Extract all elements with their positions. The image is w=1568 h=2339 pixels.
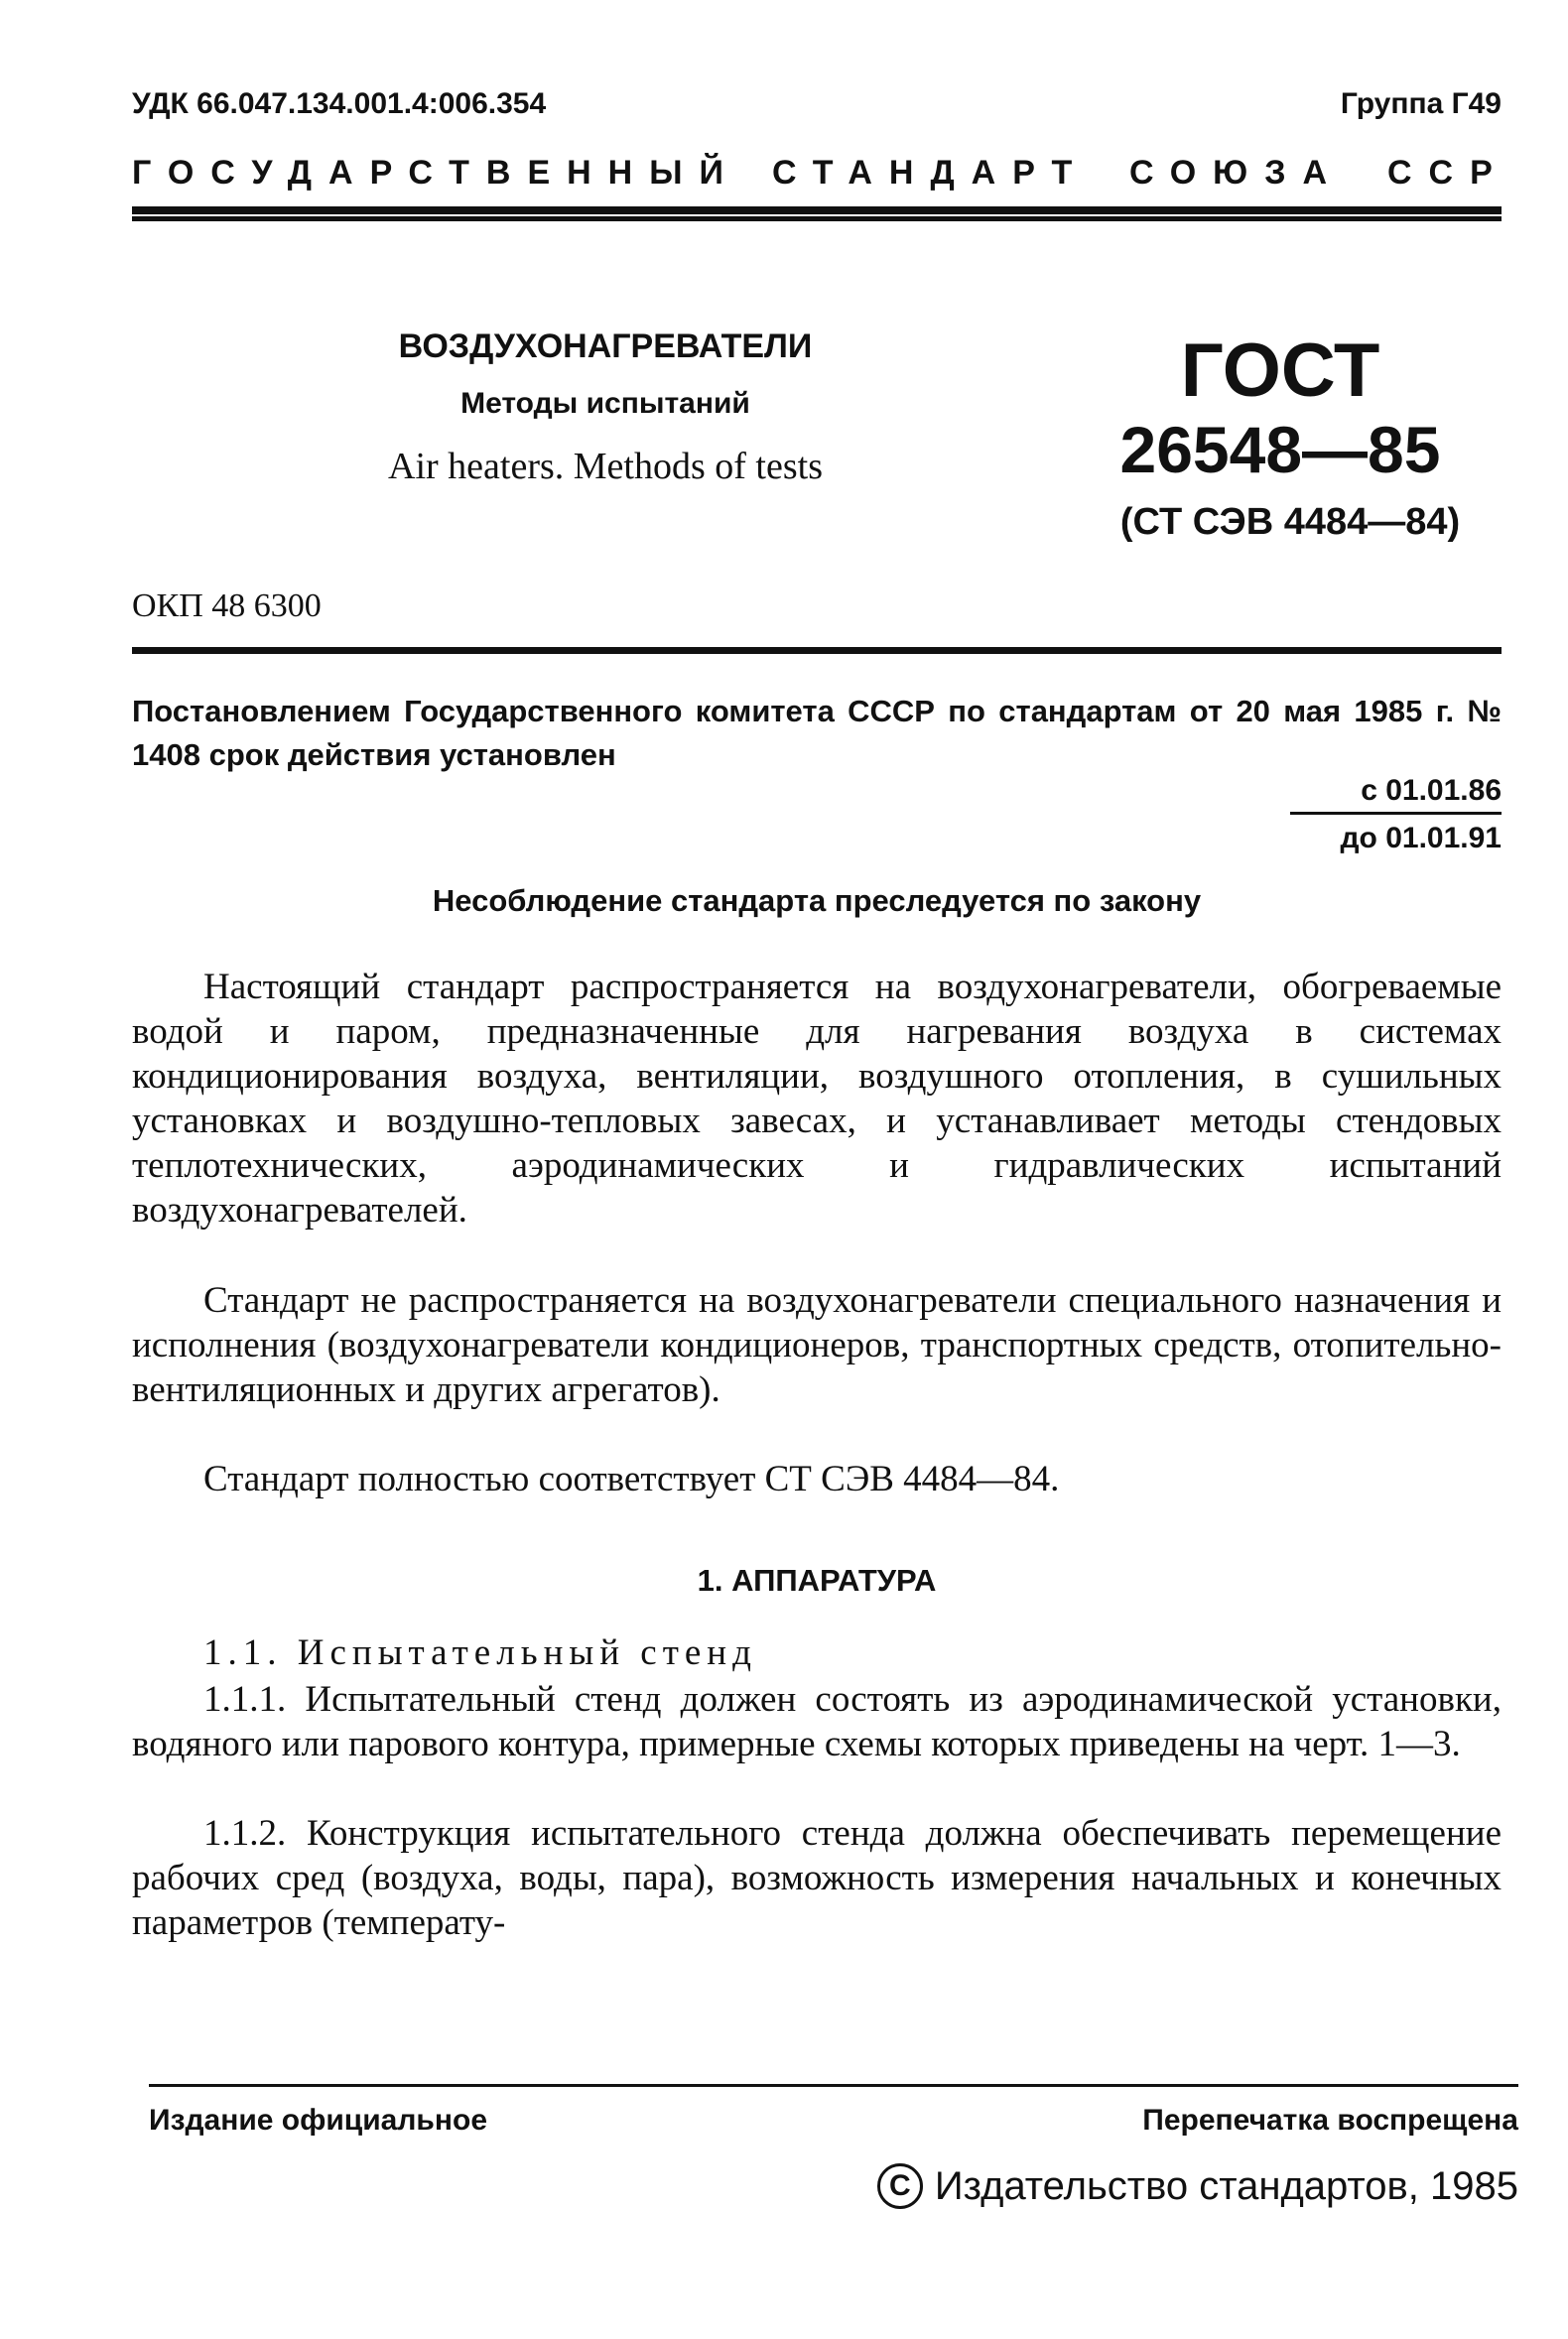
- law-notice: Несоблюдение стандарта преследуется по закону: [432, 883, 1202, 918]
- exclusion-paragraph: Стандарт не распространяется на воздухонагреватели специального назначения и исполнения (воздухонагреватели кондиционеров, транспортных средств, отопительно-вентиляционных и других агрегатов).: [132, 1280, 1502, 1410]
- effective-date-from: с 01.01.86: [1361, 774, 1502, 807]
- udk-code: УДК 66.047.134.001.4:006.354: [132, 87, 547, 120]
- copyright-icon: C: [877, 2163, 923, 2209]
- document-subtitle: Методы испытаний: [460, 387, 750, 420]
- publisher-text: Издательство стандартов, 1985: [934, 2163, 1518, 2208]
- document-title-english: Air heaters. Methods of tests: [388, 446, 823, 487]
- compliance-paragraph: Стандарт полностью соответствует СТ СЭВ 4484—84.: [203, 1459, 1060, 1499]
- effective-date-to: до 01.01.91: [1340, 822, 1502, 854]
- subsection-heading: 1.1. Испытательный стенд: [203, 1632, 757, 1673]
- gost-number: 26548—85: [1119, 413, 1441, 486]
- official-edition-label: Издание официальное: [149, 2104, 488, 2137]
- reprint-notice: Перепечатка воспрещена: [1142, 2104, 1518, 2137]
- section-heading: 1. АППАРАТУРА: [697, 1563, 937, 1598]
- footer-rule: [149, 2084, 1518, 2087]
- header-word-state: ГОСУДАРСТВЕННЫЙ: [132, 154, 740, 192]
- clause-1-1-1: 1.1.1. Испытательный стенд должен состоять из аэродинамической установки, водяного или парового контура, примерные схемы которых приведены на черт. 1—3.: [132, 1679, 1502, 1764]
- header-word-ussr: ССР: [1387, 154, 1509, 192]
- gost-label: ГОСТ: [1180, 328, 1380, 413]
- scope-paragraph: Настоящий стандарт распространяется на воздухонагреватели, обогреваемые водой и паром, предназначенные для нагревания воздуха в системах кондиционирования воздуха, вентиляции, воздушного отопления, в сушильных установках и воздушно-тепловых завесах, и устанавливает методы стендовых теплотехнических, аэродинамических и гидравлических испытаний воздухонагревателей.: [132, 967, 1502, 1231]
- clause-1-1-2: 1.1.2. Конструкция испытательного стенда должна обеспечивать перемещение рабочих сред (воздуха, воды, пара), возможность измерения начальных и конечных параметров (температу-: [132, 1813, 1502, 1943]
- header-rule: [132, 206, 1502, 214]
- gost-cmea-reference: (СТ СЭВ 4484—84): [1119, 501, 1461, 543]
- header-word-standard: СТАНДАРТ: [772, 154, 1090, 192]
- okp-code: ОКП 48 6300: [132, 587, 322, 624]
- group-code: Группа Г49: [1340, 87, 1502, 120]
- document-title: ВОЗДУХОНАГРЕВАТЕЛИ: [398, 327, 813, 365]
- header-word-union: СОЮЗА: [1129, 154, 1345, 192]
- decree-text: Постановлением Государственного комитета СССР по стандартам от 20 мая 1985 г. № 1408 срок действия установлен: [132, 694, 1502, 772]
- copyright-line: [877, 2163, 1518, 2209]
- date-divider: [1290, 812, 1502, 815]
- title-rule: [132, 647, 1502, 654]
- header-rule-thin: [132, 216, 1502, 221]
